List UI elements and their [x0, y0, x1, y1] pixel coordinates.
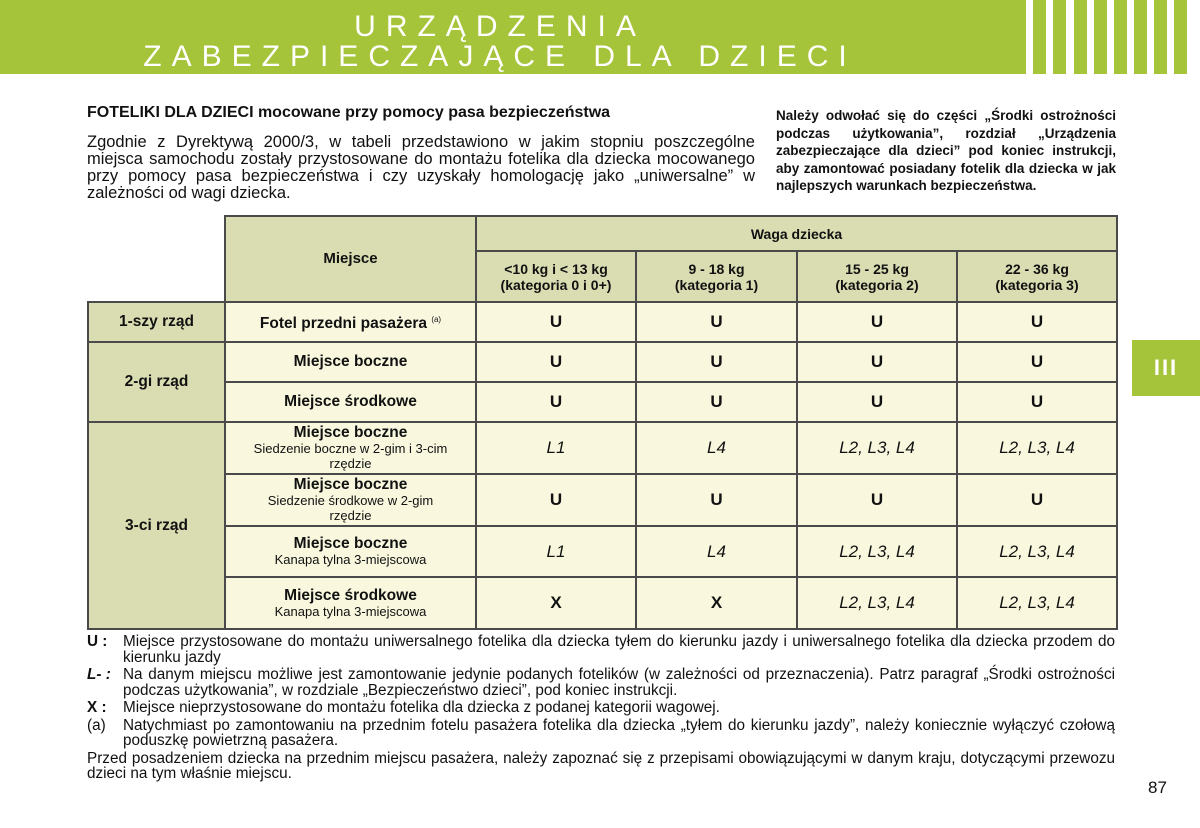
- value-cell: U: [476, 342, 636, 382]
- seat-cell: Fotel przedni pasażera $^{(a)}$: [225, 302, 476, 342]
- page-number: 87: [1148, 778, 1167, 797]
- header-stripe: [1094, 0, 1107, 74]
- header-stripe: [1174, 0, 1187, 74]
- seat-cell: Miejsce boczne: [225, 342, 476, 382]
- weight-column-header: Waga dziecka: [476, 216, 1117, 251]
- value-cell: U: [957, 474, 1117, 526]
- value-cell: L4: [636, 422, 797, 474]
- legend-key: L- :: [87, 666, 111, 683]
- value-cell: U: [957, 382, 1117, 422]
- legend-item: [87, 718, 1115, 749]
- legend-text: Natychmiast po zamontowaniu na przednim fotelu pasażera fotelika dla dziecka „tyłem do kierunku jazdy”, należy koniecznie wyłączyć czołową poduszkę powietrzną pasażera.: [123, 716, 1115, 749]
- value-cell: U: [797, 342, 957, 382]
- value-cell: U: [636, 342, 797, 382]
- empty-corner: [88, 216, 225, 302]
- category-header: 15 - 25 kg (kategoria 2): [797, 251, 957, 302]
- legend: [87, 634, 1115, 782]
- legend-key: U :: [87, 633, 108, 650]
- value-cell: U: [636, 382, 797, 422]
- value-cell: L2, L3, L4: [797, 422, 957, 474]
- value-cell: U: [476, 382, 636, 422]
- category-header: 22 - 36 kg (kategoria 3): [957, 251, 1117, 302]
- reference-note: Należy odwołać się do części „Środki ostrożności podczas użytkowania”, rozdział „Urządzenia zabezpieczające dla dzieci” pod koniec instrukcji, aby zamontować posiadany fotelik dla dziecka w jak najlepszych warunkach bezpieczeństwa.: [776, 108, 1116, 193]
- value-cell: X: [476, 577, 636, 629]
- child-seat-table: [87, 215, 1118, 630]
- value-cell: L2, L3, L4: [797, 577, 957, 629]
- section-heading: FOTELIKI DLA DZIECI mocowane przy pomocy pasa bezpieczeństwa: [87, 104, 611, 121]
- legend-key: (a): [87, 716, 106, 734]
- legend-key: X :: [87, 699, 107, 716]
- header-stripe: [1033, 0, 1046, 74]
- legend-text: Miejsce nieprzystosowane do montażu fotelika dla dziecka z podanej kategorii wagowej.: [123, 699, 720, 716]
- category-header: 9 - 18 kg (kategoria 1): [636, 251, 797, 302]
- header-stripe: [1114, 0, 1127, 74]
- final-note: Przed posadzeniem dziecka na przednim miejscu pasażera, należy zapoznać się z przepisami obowiązującymi w danym kraju, dotyczącymi przewozu dzieci na tym właśnie miejscu.: [87, 749, 1115, 782]
- value-cell: U: [797, 474, 957, 526]
- value-cell: L2, L3, L4: [957, 422, 1117, 474]
- value-cell: U: [957, 302, 1117, 342]
- row-group-label: 3-ci rząd: [88, 422, 225, 629]
- legend-item: [87, 634, 1115, 665]
- value-cell: U: [797, 302, 957, 342]
- value-cell: U: [636, 474, 797, 526]
- header-stripe: [1053, 0, 1066, 74]
- value-cell: X: [636, 577, 797, 629]
- intro-paragraph: Zgodnie z Dyrektywą 2000/3, w tabeli przedstawiono w jakim stopniu poszczególne miejsca samochodu zostały przystosowane do montażu fotelika dla dziecka mocowanego przy pomocy pasa bezpieczeństwa i czy uzyskały homologację jako „uniwersalne” w zależności od wagi dziecka.: [87, 133, 755, 202]
- legend-item: [87, 700, 1115, 716]
- seat-cell: Miejsce boczne Siedzenie boczne w 2-gim i 3-cim rzędzie: [225, 422, 476, 474]
- page-title-line-2: ZABEZPIECZAJĄCE DLA DZIECI: [143, 40, 857, 73]
- header-stripe: [1134, 0, 1147, 74]
- row-group-label: 2-gi rząd: [88, 342, 225, 422]
- value-cell: U: [476, 302, 636, 342]
- seat-cell: Miejsce boczne Kanapa tylna 3-miejscowa: [225, 526, 476, 577]
- legend-text: Na danym miejscu możliwe jest zamontowanie jedynie podanych fotelików (w zależności od przeznaczenia). Patrz paragraf „Środki ostrożności podczas użytkowania”, w rozdziale „Bezpieczeństwo dzieci”, pod koniec instrukcji.: [123, 666, 1115, 699]
- row-group-label: 1-szy rząd: [88, 302, 225, 342]
- value-cell: U: [957, 342, 1117, 382]
- value-cell: L1: [476, 526, 636, 577]
- value-cell: L2, L3, L4: [797, 526, 957, 577]
- value-cell: L1: [476, 422, 636, 474]
- legend-item: [87, 667, 1115, 698]
- header-stripe: [1074, 0, 1087, 74]
- seat-column-header: Miejsce: [225, 216, 476, 302]
- value-cell: U: [476, 474, 636, 526]
- seat-cell: Miejsce środkowe Kanapa tylna 3-miejscowa: [225, 577, 476, 629]
- seat-cell: Miejsce boczne Siedzenie środkowe w 2-gim rzędzie: [225, 474, 476, 526]
- value-cell: U: [797, 382, 957, 422]
- section-tab: III: [1132, 340, 1200, 396]
- value-cell: L2, L3, L4: [957, 526, 1117, 577]
- header-stripe: [1154, 0, 1167, 74]
- seat-cell: Miejsce środkowe: [225, 382, 476, 422]
- value-cell: U: [636, 302, 797, 342]
- category-header: <10 kg i < 13 kg (kategoria 0 i 0+): [476, 251, 636, 302]
- page-title-line-1: URZĄDZENIA: [354, 10, 646, 43]
- value-cell: L4: [636, 526, 797, 577]
- legend-text: Miejsce przystosowane do montażu uniwersalnego fotelika dla dziecka tyłem do kierunku jazdy i uniwersalnego fotelika dla dziecka przodem do kierunku jazdy: [123, 633, 1115, 666]
- value-cell: L2, L3, L4: [957, 577, 1117, 629]
